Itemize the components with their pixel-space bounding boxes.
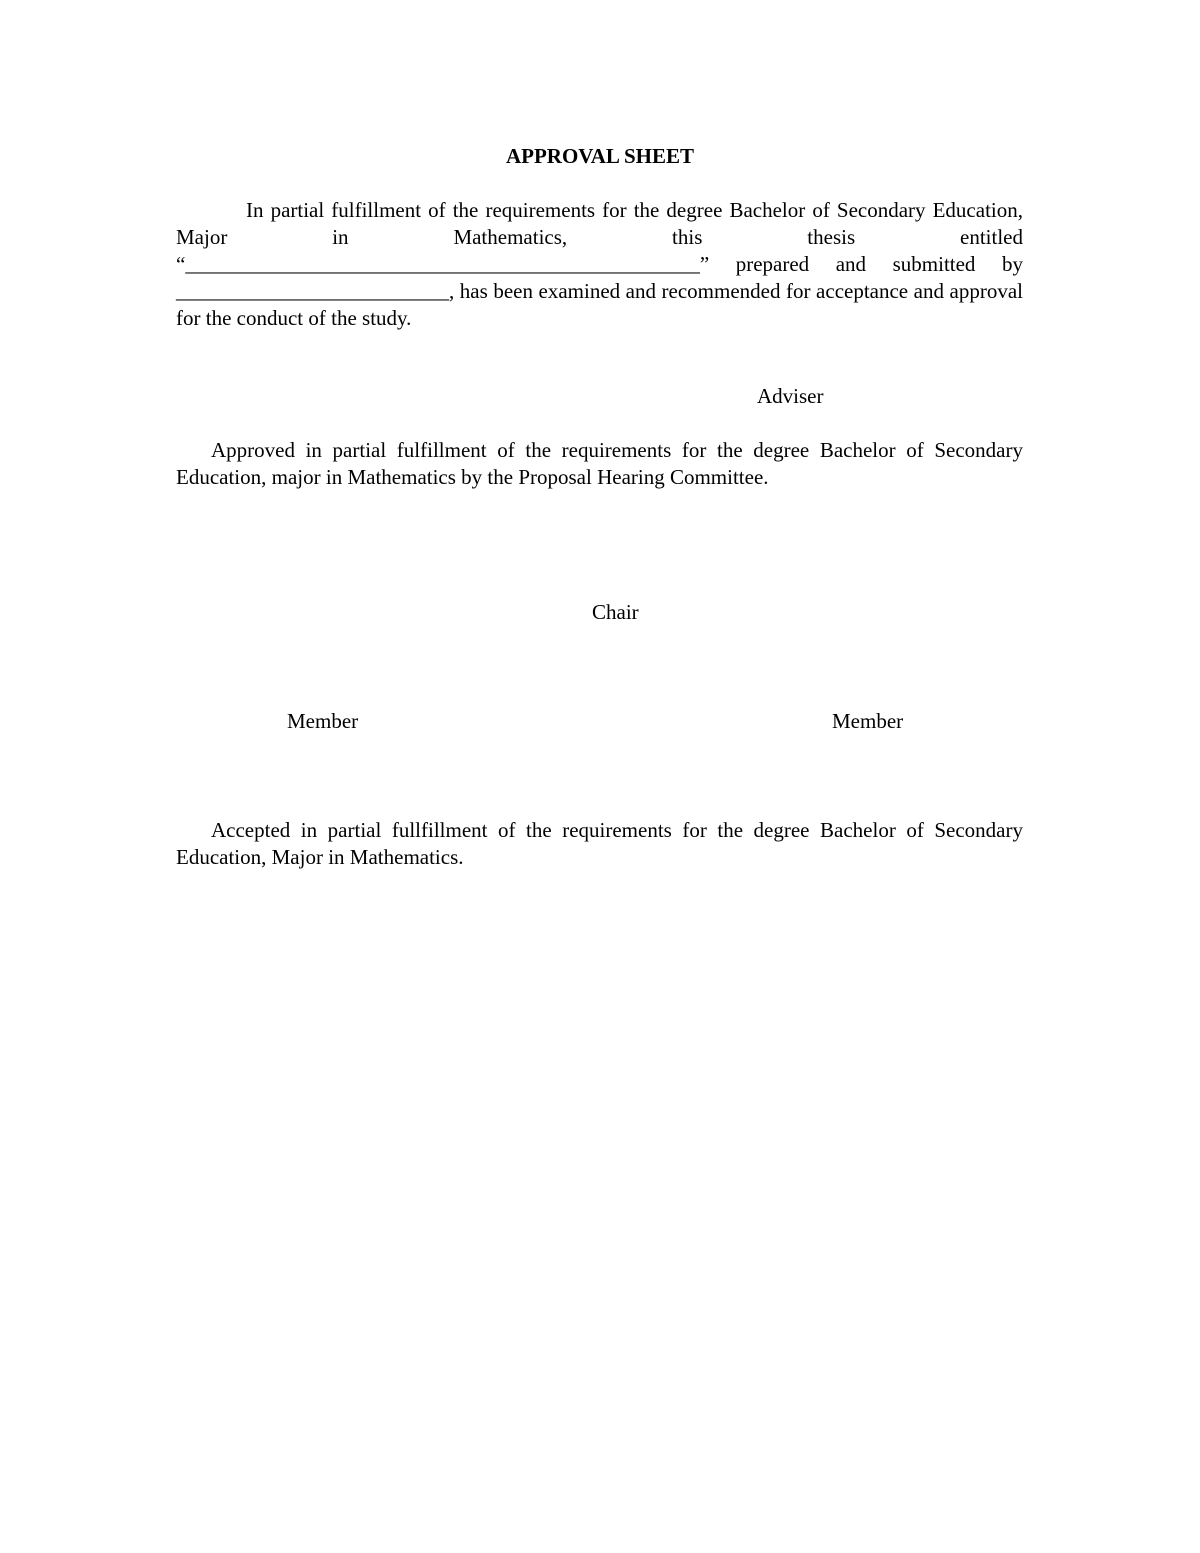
- chair-label: Chair: [592, 600, 639, 624]
- page-title: APPROVAL SHEET: [505, 144, 695, 168]
- member-left-label: Member: [287, 709, 359, 733]
- adviser-label: Adviser: [757, 384, 824, 408]
- acceptance-paragraph: Accepted in partial fullfillment of the requirements for the degree Bachelor of Secondary Education, Major in Mathematics.: [176, 818, 1023, 869]
- committee-approval-paragraph: Approved in partial fulfillment of the requirements for the degree Bachelor of Secondary Education, major in Mathematics by the Proposal Hearing Committee.: [176, 438, 1023, 489]
- approval-intro-paragraph: In partial fulfillment of the requirements for the degree Bachelor of Secondary Education, Major in Mathematics, this thesis entitled “_________________________________________________” prepared and submitted by __________________________, has been examined and recommended for acceptance and approval for the conduct of the study.: [176, 198, 1023, 330]
- member-right-label: Member: [832, 709, 904, 733]
